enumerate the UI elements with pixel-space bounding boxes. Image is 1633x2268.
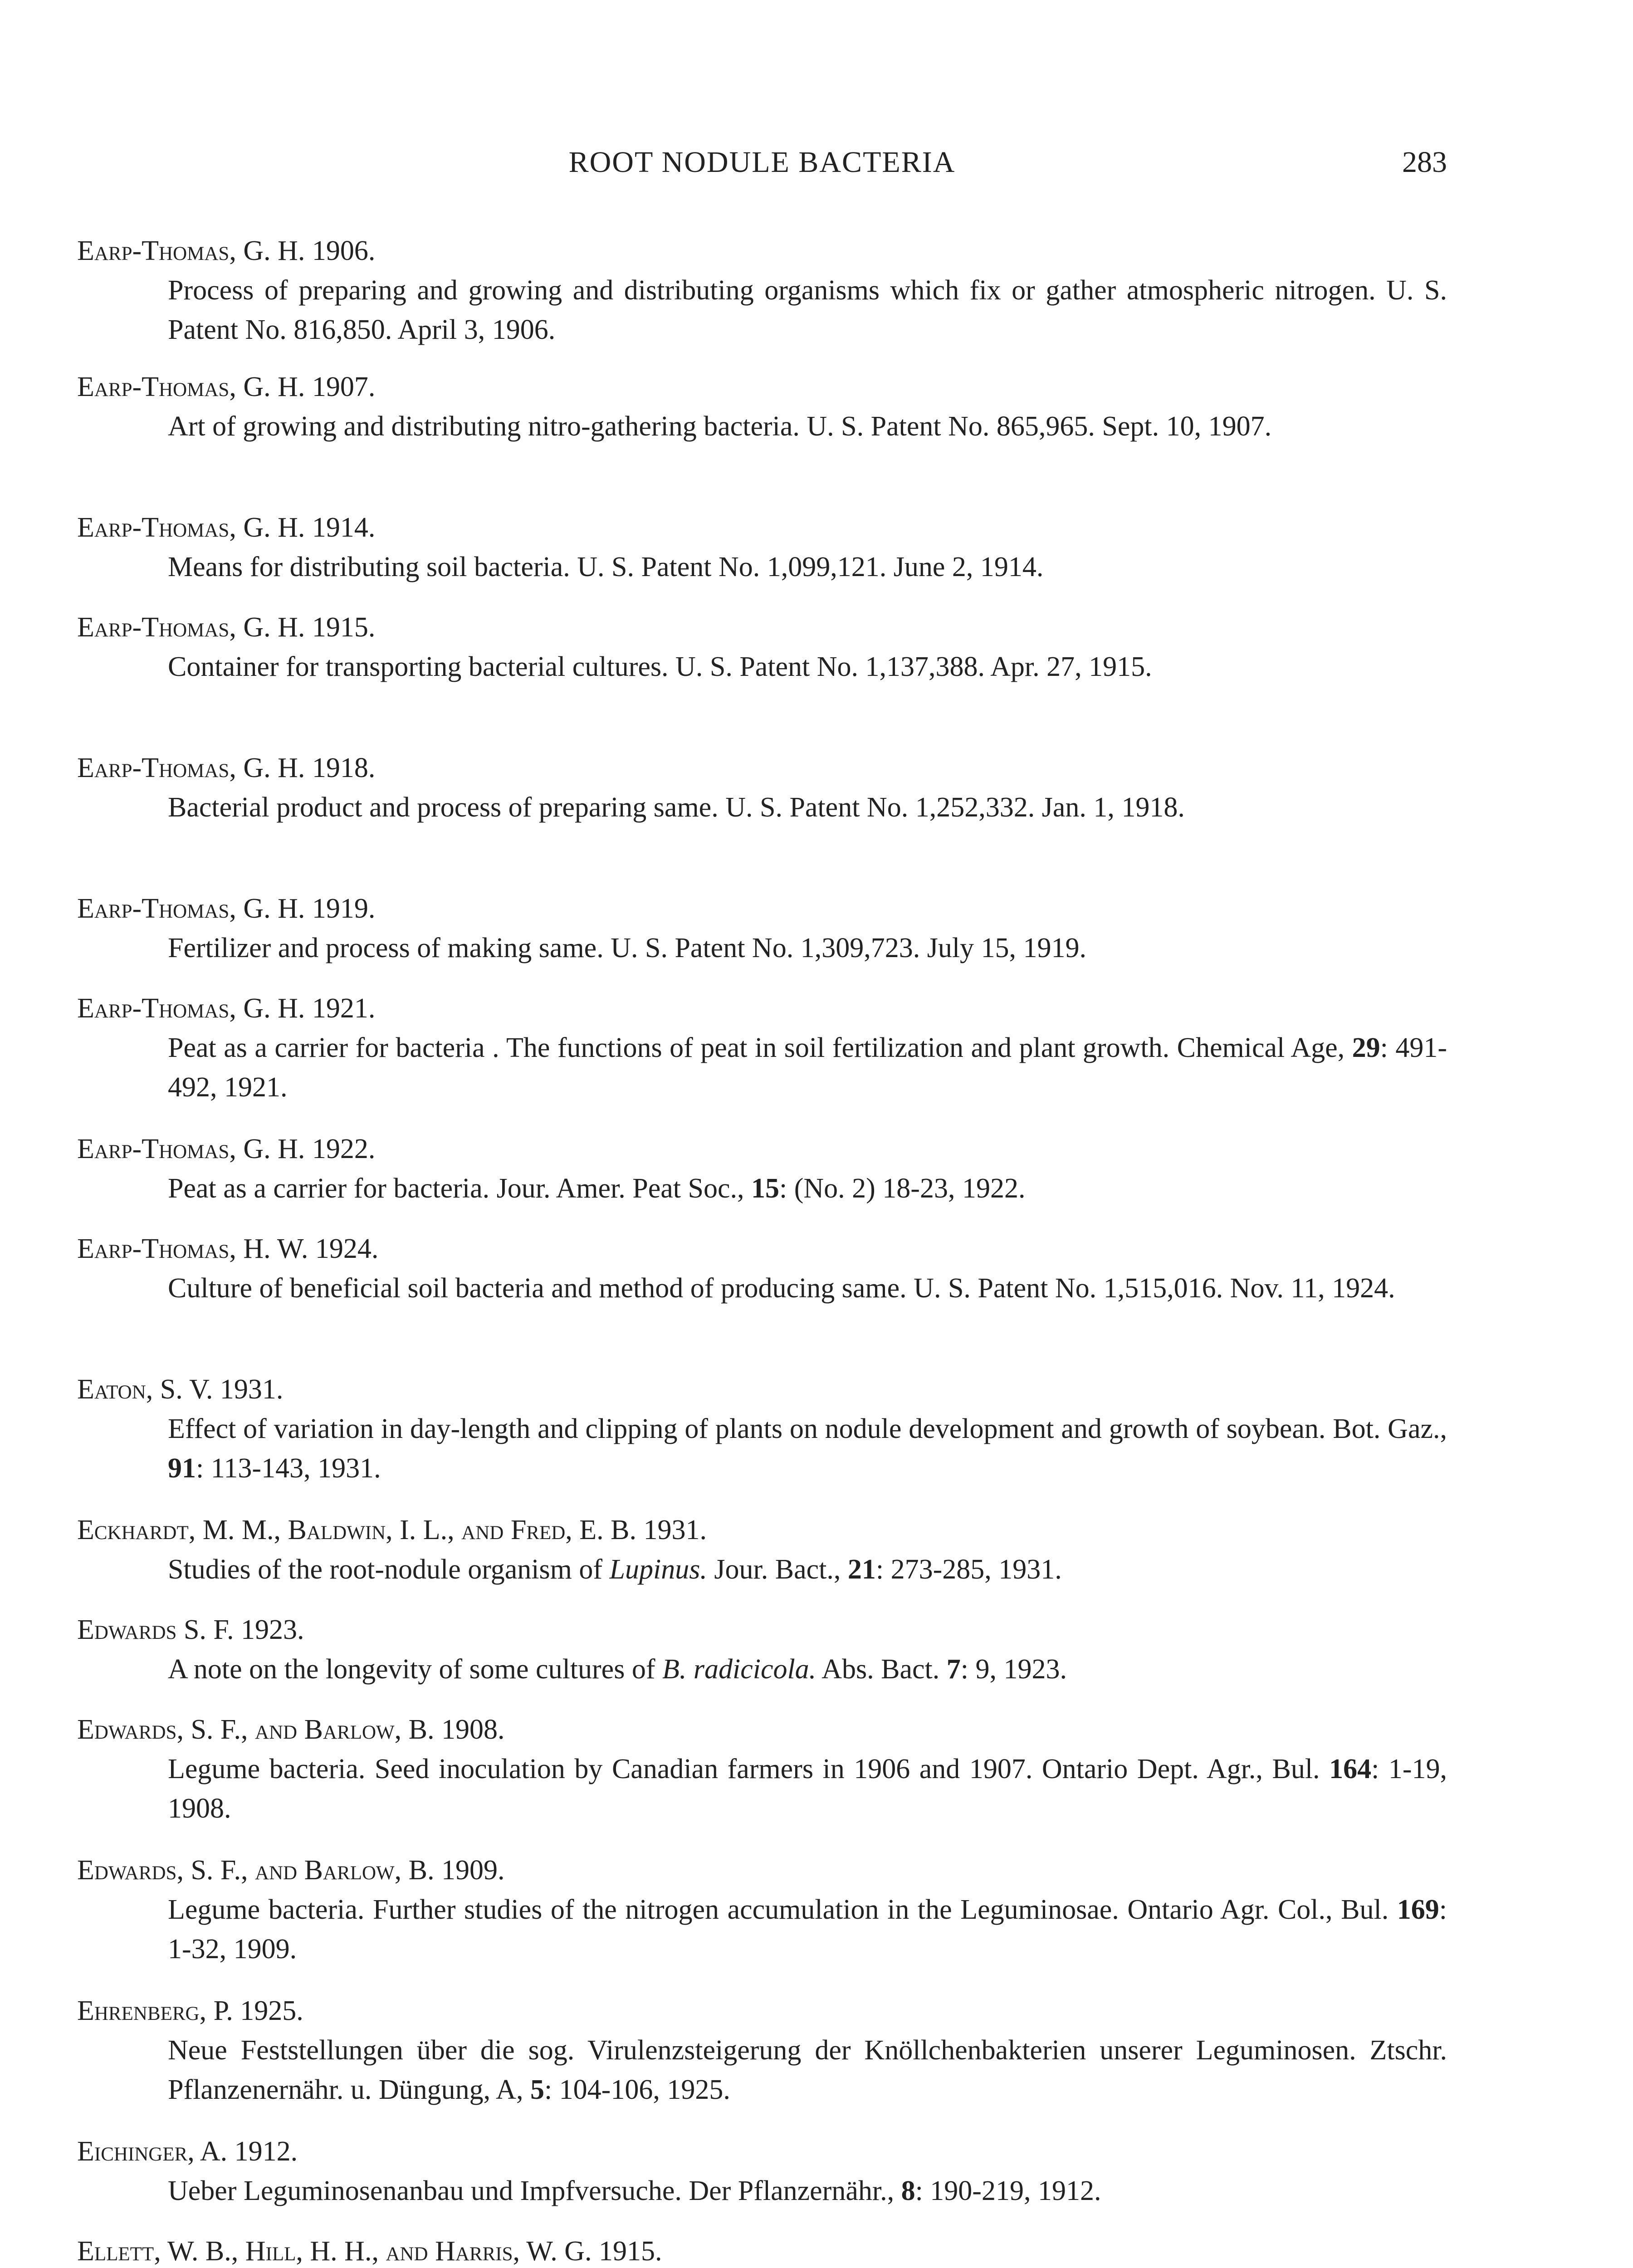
reference-text-main: Peat as a carrier for bacteria . The functions of peat in soil fertilization and plant growth. Chemical Age, [168, 1032, 1352, 1063]
reference-text [77, 1550, 1447, 1589]
reference-text: Process of preparing and growing and distributing organisms which fix or gather atmospheric nitrogen. U. S. Patent No. 816,850. April 3, 1906. [168, 275, 1447, 345]
reference-text [77, 1890, 1447, 1969]
reference-source: Abs. Bact. [816, 1654, 947, 1685]
reference-entry [77, 748, 1447, 827]
reference-text [77, 2171, 1447, 2211]
reference-author: Earp-Thomas, G. H. 1914. [77, 512, 376, 543]
reference-entry [77, 1129, 1447, 1208]
page-number: 283 [1402, 146, 1447, 179]
reference-author: Earp-Thomas, G. H. 1906. [77, 235, 376, 266]
reference-author: Ehrenberg, P. 1925. [77, 1995, 303, 2026]
reference-author: Earp-Thomas, H. W. 1924. [77, 1233, 379, 1264]
reference-entry [77, 1510, 1447, 1589]
reference-entry [77, 508, 1447, 587]
reference-text-main: Legume bacteria. Seed inoculation by Canadian farmers in 1906 and 1907. Ontario Dept. Agr., Bul. [168, 1754, 1330, 1784]
reference-volume: 5 [530, 2074, 544, 2105]
reference-author: Earp-Thomas, G. H. 1907. [77, 371, 376, 402]
reference-author: Ellett, W. B., Hill, H. H., and Harris, W. G. 1915. [77, 2236, 662, 2267]
reference-text: Container for transporting bacterial cultures. U. S. Patent No. 1,137,388. Apr. 27, 1915. [168, 651, 1152, 682]
reference-text [77, 1650, 1447, 1689]
reference-pages: : 1-32, 1909. [168, 1894, 1447, 1965]
reference-volume: 21 [847, 1554, 876, 1585]
reference-source: Jour. Bact., [707, 1554, 848, 1585]
reference-entry [77, 1710, 1447, 1828]
reference-pages: : 104-106, 1925. [544, 2074, 730, 2105]
reference-author: Earp-Thomas, G. H. 1918. [77, 753, 376, 783]
reference-text: Means for distributing soil bacteria. U. S. Patent No. 1,099,121. June 2, 1914. [168, 552, 1044, 582]
reference-entry [77, 1610, 1447, 1689]
reference-text [77, 2031, 1447, 2110]
reference-author: Edwards S. F. 1923. [77, 1614, 304, 1645]
reference-pages: : 9, 1923. [960, 1654, 1067, 1685]
reference-pages: : 491-492, 1921. [168, 1032, 1447, 1103]
reference-entry [77, 1851, 1447, 1969]
reference-volume: 169 [1397, 1894, 1439, 1925]
reference-pages: : 1-19, 1908. [168, 1754, 1447, 1824]
reference-text-main: Studies of the root-nodule organism of [168, 1554, 610, 1585]
reference-entry [77, 1991, 1447, 2110]
running-title: ROOT NODULE BACTERIA [568, 146, 956, 179]
reference-volume: 91 [168, 1453, 196, 1484]
reference-pages: : 113-143, 1931. [196, 1453, 381, 1484]
reference-text-main: Legume bacteria. Further studies of the nitrogen accumulation in the Leguminosae. Ontario Agr. Col., Bul. [168, 1894, 1397, 1925]
reference-author: Earp-Thomas, G. H. 1919. [77, 893, 376, 924]
reference-author: Earp-Thomas, G. H. 1921. [77, 993, 376, 1024]
reference-volume: 8 [901, 2175, 915, 2206]
reference-author: Eckhardt, M. M., Baldwin, I. L., and Fred, E. B. 1931. [77, 1515, 707, 1545]
reference-entry [77, 367, 1447, 446]
reference-text [77, 1028, 1447, 1107]
reference-text: Culture of beneficial soil bacteria and method of producing same. U. S. Patent No. 1,515,016. Nov. 11, 1924. [168, 1273, 1395, 1304]
reference-entry [77, 2132, 1447, 2211]
reference-entry [77, 1229, 1447, 1308]
reference-volume: 7 [946, 1654, 961, 1685]
reference-entry [77, 1370, 1447, 1488]
reference-text-main: Ueber Leguminosenanbau und Impfversuche. Der Pflanzernähr., [168, 2175, 901, 2206]
reference-author: Edwards, S. F., and Barlow, B. 1909. [77, 1855, 505, 1886]
reference-text [77, 1409, 1447, 1488]
reference-author: Eaton, S. V. 1931. [77, 1374, 284, 1405]
reference-text: Bacterial product and process of preparing same. U. S. Patent No. 1,252,332. Jan. 1, 1918. [168, 792, 1185, 823]
reference-volume: 164 [1329, 1754, 1372, 1784]
reference-volume: 15 [751, 1173, 780, 1204]
reference-entry [77, 2232, 1447, 2268]
reference-entry [77, 231, 1447, 350]
reference-entry [77, 889, 1447, 968]
reference-author: Earp-Thomas, G. H. 1915. [77, 612, 376, 643]
reference-pages: : 273-285, 1931. [875, 1554, 1062, 1585]
reference-text-main: Peat as a carrier for bacteria. Jour. Amer. Peat Soc., [168, 1173, 752, 1204]
reference-entry [77, 608, 1447, 687]
reference-pages: : (No. 2) 18-23, 1922. [779, 1173, 1026, 1204]
reference-author: Edwards, S. F., and Barlow, B. 1908. [77, 1714, 505, 1745]
reference-entry [77, 989, 1447, 1107]
page-header [77, 145, 1447, 200]
reference-text: Fertilizer and process of making same. U. S. Patent No. 1,309,723. July 15, 1919. [168, 933, 1087, 963]
reference-text: Art of growing and distributing nitro-gathering bacteria. U. S. Patent No. 865,965. Sept. 10, 1907. [168, 411, 1272, 442]
reference-text-main: Effect of variation in day-length and clipping of plants on nodule development and growth of soybean. Bot. Gaz., [168, 1413, 1447, 1444]
reference-taxon: B. radicicola. [662, 1654, 816, 1685]
reference-text [77, 1750, 1447, 1828]
reference-author: Earp-Thomas, G. H. 1922. [77, 1134, 376, 1164]
reference-text-main: A note on the longevity of some cultures of [168, 1654, 662, 1685]
reference-pages: : 190-219, 1912. [915, 2175, 1101, 2206]
reference-volume: 29 [1352, 1032, 1380, 1063]
reference-taxon: Lupinus. [609, 1554, 707, 1585]
reference-text-main: Neue Feststellungen über die sog. Virulenzsteigerung der Knöllchenbakterien unserer Leguminosen. Ztschr. Pflanzenernähr. u. Düngung, A, [168, 2035, 1447, 2105]
reference-author: Eichinger, A. 1912. [77, 2136, 298, 2167]
reference-text [77, 1169, 1447, 1208]
